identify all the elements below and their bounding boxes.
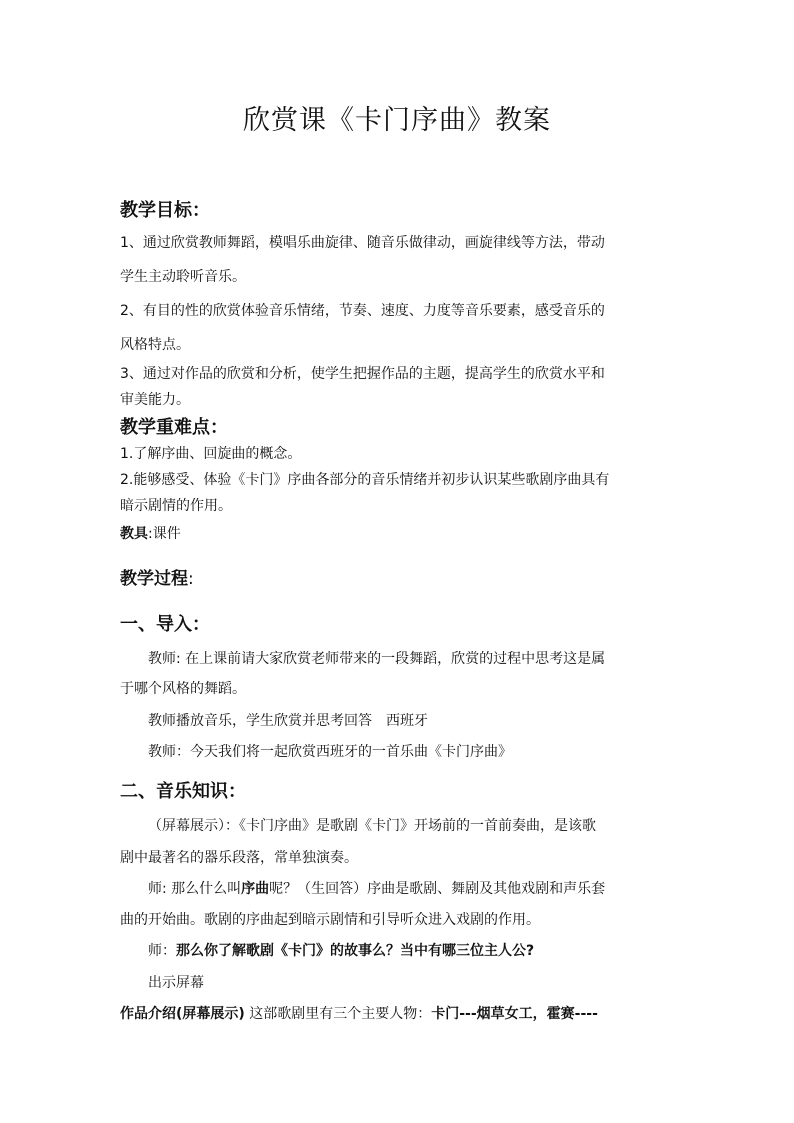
q2-part-a: 师： [148,943,176,959]
process-heading [120,564,194,589]
section1-line-1: 教师: 在上课前请大家欣赏老师带来的一段舞蹈，欣赏的过程中思考这是属 [148,651,606,667]
objective-2-line-1: 2、有目的性的欣赏体验音乐情绪，节奏、速度、力度等音乐要素，感受音乐的 [120,303,605,319]
objective-2-line-2: 风格特点。 [120,337,190,353]
objective-1-line-2: 学生主动聆听音乐。 [120,269,246,285]
objective-1-line-1: 1、通过欣赏教师舞蹈，模唱乐曲旋律、随音乐做律动，画旋律线等方法，带动 [120,235,605,251]
section1-line-4: 教师：今天我们将一起欣赏西班牙的一首乐曲《卡门序曲》 [148,744,512,760]
intro-text: 这部歌剧里有三个主要人物： [244,1006,432,1022]
process-suffix: : [188,569,194,589]
document-title: 欣赏课《卡门序曲》教案 [243,105,551,136]
show-screen-line: 出示屏幕 [148,975,204,991]
difficulty-2-line-2: 暗示剧情的作用。 [120,498,232,514]
section1-line-2: 于哪个风格的舞蹈。 [120,681,246,697]
q1-keyword: 序曲 [241,881,270,897]
work-intro-line [120,1003,598,1023]
section2-question-1 [148,878,605,898]
tools-line [120,523,181,543]
difficulties-heading: 教学重难点： [120,417,228,438]
difficulty-1: 1.了解序曲、回旋曲的概念。 [120,446,302,462]
section2-heading: 二、音乐知识： [120,781,246,802]
q1-part-c: 呢？（生回答）序曲是歌剧、舞剧及其他戏剧和声乐套 [269,881,606,897]
q2-bold: 那么你了解歌剧《卡门》的故事么？当中有哪三位主人公? [176,943,535,959]
section1-line-3: 教师播放音乐，学生欣赏并思考回答 西班牙 [148,713,428,729]
objectives-heading: 教学目标： [120,200,210,221]
section2-question-1-cont: 曲的开始曲。歌剧的序曲起到暗示剧情和引导听众进入戏剧的作用。 [120,912,540,928]
difficulty-2-line-1: 2.能够感受、体验《卡门》序曲各部分的音乐情绪并初步认识某些歌剧序曲具有 [120,472,610,488]
tools-label: 教具 [120,526,148,542]
intro-label: 作品介绍(屏幕展示) [120,1006,245,1022]
section2-line-2: 剧中最著名的器乐段落，常单独演奏。 [120,850,358,866]
objective-3-line-2: 审美能力。 [120,392,190,408]
objective-3-line-1: 3、通过对作品的欣赏和分析，使学生把握作品的主题，提高学生的欣赏水平和 [120,366,605,382]
section1-heading: 一、导入： [120,614,210,635]
q1-part-a: 师: 那么什么叫 [148,881,242,897]
intro-characters: 卡门---烟草女工，霍赛---- [431,1006,598,1022]
tools-value: :课件 [148,526,181,542]
section2-question-2 [148,940,534,960]
process-label: 教学过程 [120,569,188,589]
section2-line-1: （屏幕展示）：《卡门序曲》是歌剧《卡门》开场前的一首前奏曲，是该歌 [148,818,596,834]
